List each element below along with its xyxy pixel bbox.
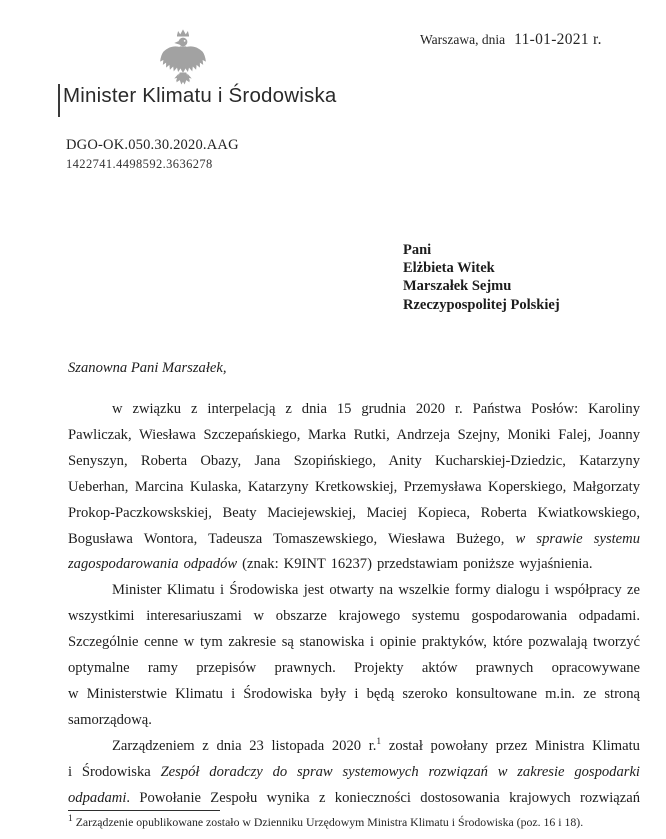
date-value: 11-01-2021 r. [514,31,602,48]
paragraph-3-mid: został powołany przez Ministra Klimatu i Środowiska [68,737,640,780]
reference-number: DGO-OK.050.30.2020.AAG [66,137,239,153]
recipient-line: Marszałek Sejmu [403,278,512,295]
paragraph-3-end: . Powołanie Zespołu wynika z konieczności dostosowania krajowych rozwiązań [126,789,640,806]
recipient-line: Elżbieta Witek [403,260,495,277]
minister-title: Minister Klimatu i Środowiska [63,84,337,107]
text-cursor-artifact [58,84,60,117]
paragraph-1-text: w związku z interpelacją z dnia 15 grudnia 2020 r. Państwa Posłów: Karoliny Pawliczak, Wiesława Szczepańskiego, Marka Rutki, Andrzeja Szejny, Moniki Falej, Joanny Senyszyn, Roberta Obazy, Jana Szopińskiego, Anity Kucharskiej-Dziedzic, Katarzyny Ueberhan, Marcina Kulaska, Katarzyny Kretkowskiej, Przemysława Koperskiego, Małgorzaty Prokop-Paczkowskskiej, Beaty Maciejewskiej, Maciej Kopieca, Roberta Kwiatkowskiego, Bogusława Wontora, Tadeusza Tomaszewskiego, Wiesława Bużego, [68,401,640,547]
paragraph-2 [68,578,640,733]
paragraph-2-text: Minister Klimatu i Środowiska jest otwarty na wszelkie formy dialogu i współpracy ze wszystkimi interesariuszami w obszarze krajowego systemu gospodarowania odpadami. Szczególnie cenne w tym zakresie są stanowiska i opinie praktyków, które pozwalają tworzyć optymalne ramy przepisów prawnych. Projekty aktów prawnych opracowywane w Ministerstwie Klimatu i Środowiska były i będą szeroko konsultowane m.in. ze stroną samorządową. [68,582,640,728]
case-title-italic: w sprawie systemu zagospodarowania odpadów [68,530,640,573]
footnote-reference: 1 [376,736,382,747]
team-name-italic: Zespół doradczy do spraw systemowych rozwiązań w zakresie gospodarki odpadami [68,763,640,806]
recipient-block [403,241,560,314]
paragraph-1 [68,397,640,578]
recipient-line: Rzeczypospolitej Polskiej [403,296,560,313]
paragraph-1-end: (znak: K9INT 16237) przedstawiam poniższe wyjaśnienia. [237,556,593,573]
salutation: Szanowna Pani Marszałek, [68,360,227,376]
paragraph-3 [68,734,640,811]
date-line [420,31,602,49]
letter-body [68,397,640,811]
date-place: Warszawa, dnia [420,32,506,47]
recipient-line: Pani [403,242,432,258]
paragraph-3-text: Zarządzeniem z dnia 23 listopada 2020 r. [112,737,377,754]
footnote-separator [68,810,220,811]
footnote-marker: 1 [68,814,73,825]
footnote [68,815,646,829]
footnote-text: Zarządzenie opublikowane zostało w Dzienniku Urzędowym Ministra Klimatu i Środowiska (poz. 16 i 18). [75,815,584,829]
document-id: 1422741.4498592.3636278 [66,157,213,171]
